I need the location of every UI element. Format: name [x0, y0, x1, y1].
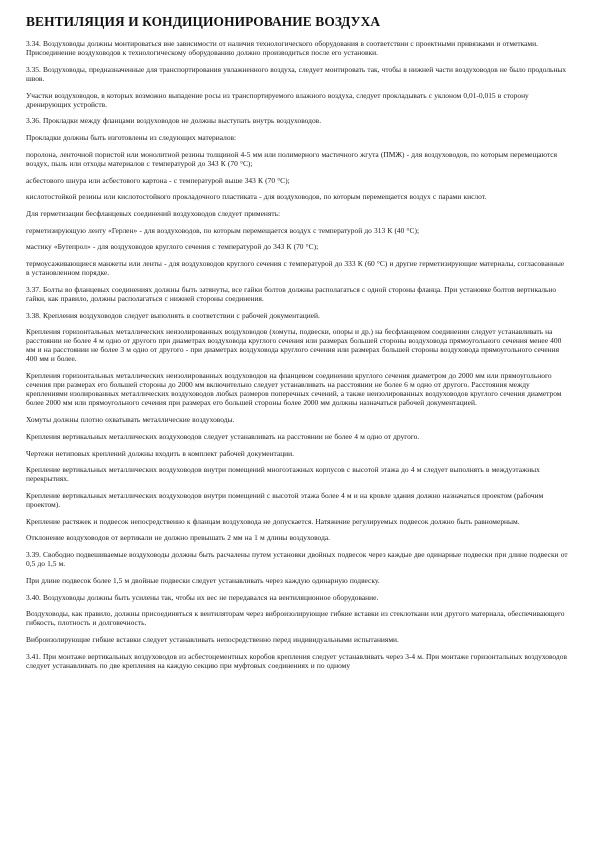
document-paragraph: герметизирующую ленту «Герлен» - для воздуховодов, по которым перемещается воздух с температурой до 313 К (40 °С); [26, 225, 420, 235]
document-paragraph: Крепление вертикальных металлических воздуховодов внутри помещений с высотой этажа более 4 м и на кровле здания должно назначаться проектом (рабочим проектом). [26, 490, 544, 510]
document-paragraph: 3.35. Воздуховоды, предназначенные для транспортирования увлажненного воздуха, следует монтировать так, чтобы в нижней части воздуховодов не было продольных швов. [26, 64, 567, 83]
document-paragraph: 3.36. Прокладки между фланцами воздуховодов не должны выступать внутрь воздуховодов. [26, 116, 322, 126]
document-paragraph: Виброизолирующие гибкие вставки следует устанавливать непосредственно перед индивидуальными испытаниями. [26, 635, 399, 645]
document-paragraph: Крепления вертикальных металлических воздуховодов следует устанавливать на расстоянии не более 4 м одно от другого. [26, 431, 420, 441]
document-paragraph: поролона, ленточной пористой или монолитной резины толщиной 4-5 мм или полимерного мастичного жгута (ПМЖ) - для воздуховодов, по которым перемещаются воздух, пыль или отходы материалов с температурой до 343 К (70 °С); [26, 149, 558, 168]
document-paragraph: При длине подвесок более 1,5 м двойные подвески следует устанавливать через каждую одинарную подвеску. [26, 575, 380, 585]
document-paragraph: Прокладки должны быть изготовлены из следующих материалов: [26, 133, 237, 143]
document-body [26, 39, 569, 670]
document-paragraph: асбестового шнура или асбестового картона - с температурой выше 343 К (70 °С); [26, 175, 290, 185]
document-paragraph: кислотостойкой резины или кислотостойкого прокладочного пластиката - для воздуховодов, по которым перемещается воздух с парами кислот. [26, 192, 487, 202]
document-paragraph: Крепление растяжек и подвесок непосредственно к фланцам воздуховода не допускается. Натяжение регулируемых подвесок должно быть равномерным. [26, 516, 520, 526]
document-paragraph: мастику «Бутепрол» - для воздуховодов круглого сечения с температурой до 343 К (70 °С); [26, 242, 319, 252]
document-paragraph: 3.37. Болты во фланцевых соединениях должны быть затянуты, все гайки болтов должны располагаться с одной стороны фланца. При установке болтов вертикально гайки, как правило, должны располагаться с нижней стороны соединения. [26, 284, 557, 303]
document-paragraph: Участки воздуховодов, в которых возможно выпадение росы из транспортируемого влажного воздуха, следует прокладывать с уклоном 0,01-0,015 в сторону дренирующих устройств. [26, 90, 529, 109]
document-paragraph: термоусаживающиеся манжеты или ленты - для воздуховодов круглого сечения с температурой до 333 К (60 °С) и другие герметизирующие материалы, согласованные в установленном порядке. [26, 258, 565, 278]
document-paragraph: Отклонение воздуховодов от вертикали не должно превышать 2 мм на 1 м длины воздуховода. [26, 533, 331, 543]
document-paragraph: Чертежи нетиповых креплений должны входить в комплект рабочей документации. [26, 448, 294, 458]
document-paragraph: 3.40. Воздуховоды должны быть усилены так, чтобы их вес не передавался на вентиляционное оборудование. [26, 592, 379, 602]
document-paragraph: Хомуты должны плотно охватывать металлические воздуховоды. [26, 415, 235, 425]
document-paragraph: Крепления горизонтальных металлических неизолированных воздуховодов (хомуты, подвески, опоры и др.) на бесфланцевом соединении следует устанавливать на расстоянии не более 4 м одно от другого при диаметрах воздуховода круглого сечения или размерах большей стороны воздуховода прямоугольного сечения менее 400 мм и на расстоянии не более 3 м одно от другого - при диаметрах воздуховода круглого сечения или размерах большей стороны воздуховода прямоугольного сечения 400 мм и более. [26, 327, 562, 364]
document-title: ВЕНТИЛЯЦИЯ И КОНДИЦИОНИРОВАНИЕ ВОЗДУХА [26, 14, 381, 29]
document-paragraph: 3.39. Свободно подвешиваемые воздуховоды должны быть расчалены путем установки двойных подвесок через каждые две одинарные подвески при длине подвески от 0,5 до 1,5 м. [26, 550, 568, 569]
document-paragraph: Крепления горизонтальных металлических неизолированных воздуховодов на фланцевом соединении круглого сечения диаметром до 2000 мм или прямоугольного сечения при размерах его большей стороны до 2000 мм включительно следует устанавливать на расстоянии не более 6 м одно от другого. Расстояния между креплениями изолированных металлических воздуховодов любых размеров поперечных сечений, а также неизолированных воздуховодов круглого сечения диаметром более 2000 мм или прямоугольного сечения при размерах его большей стороны более 2000 мм должны назначаться рабочей документацией. [26, 371, 562, 408]
document-paragraph: 3.34. Воздуховоды должны монтироваться вне зависимости от наличия технологического оборудования в соответствии с проектными привязками и отметками. Присоединение воздуховодов к технологическому оборудованию должно производиться после его установки. [26, 39, 538, 58]
document-paragraph: Крепление вертикальных металлических воздуховодов внутри помещений многоэтажных корпусов с высотой этажа до 4 м следует выполнять в междуэтажных перекрытиях. [26, 465, 540, 484]
document-paragraph: Для герметизации бесфланцевых соединений воздуховодов следует применять: [26, 208, 281, 218]
document-paragraph: Воздуховоды, как правило, должны присоединяться к вентиляторам через виброизолирующие гибкие вставки из стеклоткани или другого материала, обеспечивающего гибкость, плотность и долговечность. [26, 609, 565, 628]
document-paragraph: 3.38. Крепления воздуховодов следует выполнять в соответствии с рабочей документацией. [26, 310, 320, 320]
document-paragraph: 3.41. При монтаже вертикальных воздуховодов из асбестоцементных коробов крепления следует устанавливать через 3-4 м. При монтаже горизонтальных воздуховодов следует устанавливать по две крепления на каждую секцию при муфтовых соединениях и по одному [26, 651, 567, 670]
